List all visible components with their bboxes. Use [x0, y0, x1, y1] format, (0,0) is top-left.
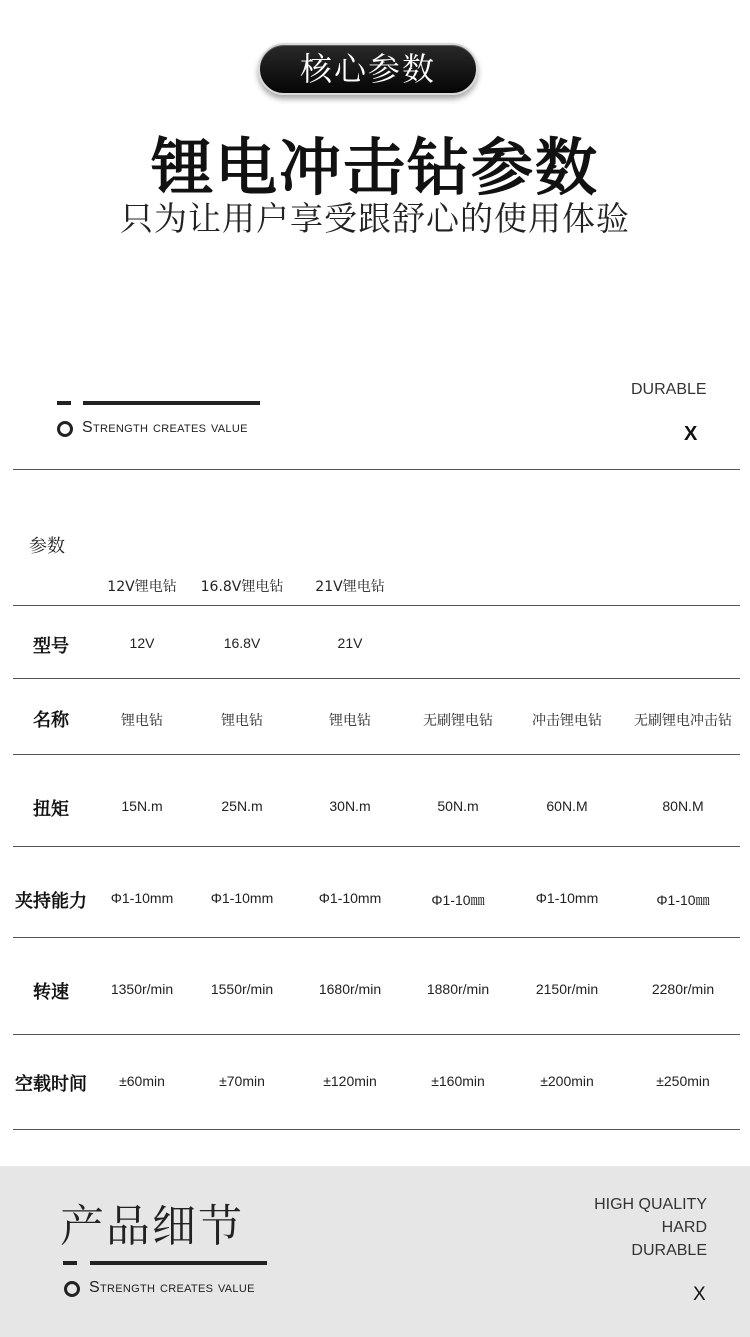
- divider: [13, 937, 740, 938]
- footer-title: 产品细节: [60, 1201, 244, 1252]
- table-cell: Φ1-10㎜: [431, 892, 485, 908]
- table-cell: 25N.m: [221, 798, 263, 814]
- footer-label: HIGH QUALITY: [594, 1196, 707, 1213]
- table-cell: 2150r/min: [535, 981, 599, 997]
- accent-bar-short: [63, 1261, 77, 1265]
- header-model: 21V锂电钻: [315, 579, 385, 595]
- row-label-speed: 转速: [33, 982, 69, 1003]
- ring-icon: [57, 421, 73, 437]
- header-model: 12V锂电钻: [107, 579, 177, 595]
- table-cell: Φ1-10mm: [210, 890, 274, 906]
- table-cell: 1680r/min: [318, 981, 382, 997]
- table-cell: 1880r/min: [426, 981, 490, 997]
- row-label-model: 型号: [33, 636, 69, 657]
- table-cell: ±70min: [219, 1073, 265, 1089]
- divider: [13, 469, 740, 470]
- ring-icon: [64, 1281, 80, 1297]
- table-cell: 15N.m: [121, 798, 163, 814]
- divider: [13, 846, 740, 847]
- table-cell: 无刷锂电冲击钻: [634, 713, 732, 729]
- accent-bar-long: [83, 401, 260, 405]
- table-cell: ±200min: [540, 1073, 594, 1089]
- table-cell: ±250min: [656, 1073, 710, 1089]
- table-cell: 1550r/min: [210, 981, 274, 997]
- table-cell: 无刷锂电钻: [423, 713, 493, 729]
- accent-bar-long: [90, 1261, 267, 1265]
- table-cell: 锂电钻: [121, 713, 163, 729]
- table-cell: 锂电钻: [329, 713, 371, 729]
- table-cell: 2280r/min: [651, 981, 715, 997]
- table-cell: 21V: [337, 635, 363, 651]
- footer-label: DURABLE: [631, 1242, 707, 1259]
- table-cell: ±160min: [431, 1073, 485, 1089]
- divider: [13, 605, 740, 606]
- row-label-runtime: 空载时间: [15, 1074, 87, 1095]
- table-title: 参数: [29, 536, 65, 557]
- table-cell: Φ1-10mm: [110, 890, 174, 906]
- strength-tagline: Strength creates value: [82, 419, 248, 436]
- footer-x-mark: X: [693, 1284, 706, 1305]
- table-cell: 50N.m: [437, 798, 479, 814]
- footer-tagline: Strength creates value: [89, 1279, 255, 1296]
- divider: [13, 754, 740, 755]
- accent-bar-short: [57, 401, 71, 405]
- table-cell: Φ1-10mm: [318, 890, 382, 906]
- table-cell: 16.8V: [223, 635, 261, 651]
- page-title: 锂电冲击钻参数: [150, 131, 599, 204]
- table-cell: 冲击锂电钻: [532, 713, 602, 729]
- divider: [13, 1129, 740, 1130]
- row-label-chuck-capacity: 夹持能力: [15, 891, 87, 912]
- x-mark: X: [684, 423, 698, 445]
- table-cell: 80N.M: [662, 798, 704, 814]
- table-cell: 60N.M: [546, 798, 588, 814]
- divider: [13, 1034, 740, 1035]
- page-subtitle: 只为让用户享受跟舒心的使用体验: [120, 199, 630, 238]
- row-label-torque: 扭矩: [33, 799, 69, 820]
- table-cell: 30N.m: [329, 798, 371, 814]
- header-model: 16.8V锂电钻: [200, 579, 284, 595]
- footer-right-labels: [594, 1193, 707, 1262]
- table-cell: 1350r/min: [110, 981, 174, 997]
- table-cell: ±60min: [119, 1073, 165, 1089]
- table-cell: Φ1-10mm: [535, 890, 599, 906]
- table-cell: 12V: [129, 635, 155, 651]
- table-cell: Φ1-10㎜: [656, 892, 710, 908]
- table-cell: ±120min: [323, 1073, 377, 1089]
- table-cell: 锂电钻: [221, 713, 263, 729]
- durable-label: DURABLE: [631, 381, 707, 398]
- section-pill-core-params: 核心参数: [258, 43, 478, 95]
- footer-label: HARD: [661, 1219, 707, 1236]
- row-label-name: 名称: [33, 710, 69, 731]
- divider: [13, 678, 740, 679]
